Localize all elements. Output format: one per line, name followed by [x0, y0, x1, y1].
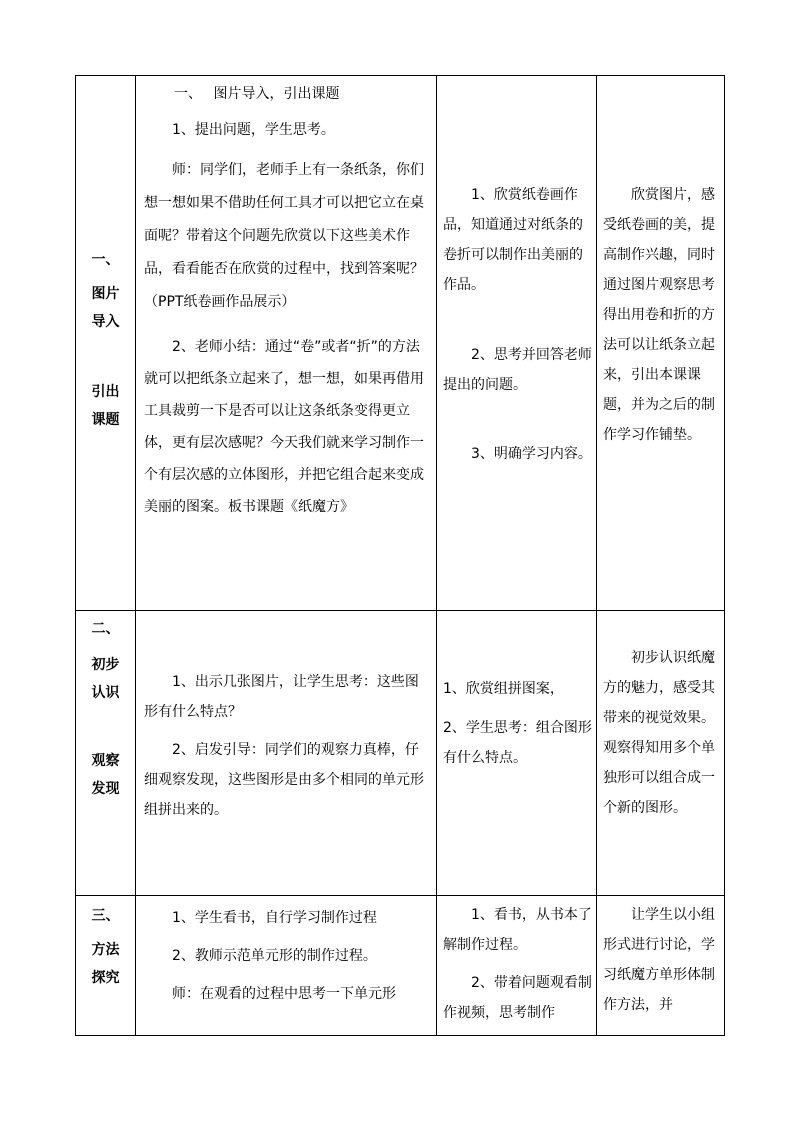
paragraph: 2、教师示范单元形的制作过程。 — [172, 948, 377, 964]
design-intent-cell — [597, 76, 725, 611]
stage-label: 导入 — [91, 314, 120, 330]
stage-label: 方法 — [91, 942, 120, 958]
stage-label: 发现 — [91, 781, 120, 797]
stage-cell — [76, 896, 136, 1036]
stage-label: 探究 — [91, 970, 120, 986]
stage-label: 图片 — [91, 286, 120, 302]
stage-label: 初步 — [91, 657, 120, 673]
paragraph: 1、提出问题，学生思考。 — [172, 122, 335, 138]
student-activity-cell — [437, 896, 597, 1036]
paragraph: 1、看书，从书本了解制作过程。 — [443, 907, 592, 953]
paragraph: 让学生以小组形式进行讨论，学习纸魔方单形体制作方法，并 — [603, 907, 715, 1013]
paragraph: 3、明确学习内容。 — [471, 446, 592, 462]
lesson-plan-table — [75, 75, 725, 1036]
paragraph: 初步认识纸魔方的魅力，感受其带来的视觉效果。观察得知用多个单独形可以组合成一个新的图形。 — [603, 650, 715, 816]
stage-label: 三、 — [91, 908, 120, 924]
section-heading: 一、 图片导入，引出课题 — [174, 86, 340, 102]
stage-label: 认识 — [91, 685, 120, 701]
student-activity-cell — [437, 76, 597, 611]
paragraph: 1、学生看书，自行学习制作过程 — [172, 910, 377, 926]
paragraph: 1、欣赏纸卷画作品，知道通过对纸条的卷折可以制作出美丽的作品。 — [443, 187, 583, 293]
teacher-activity-cell — [136, 611, 437, 896]
paragraph: 师：在观看的过程中思考一下单元形 — [172, 986, 396, 1002]
stage-label: 观察 — [91, 753, 120, 769]
stage-cell — [76, 76, 136, 611]
paragraph: 师：同学们，老师手上有一条纸条，你们想一想如果不借助任何工具才可以把它立在桌面呢？带着这个问题先欣赏以下这些美术作品，看看能否在欣赏的过程中，找到答案呢？（PPT纸卷画作品展示） — [144, 162, 424, 310]
paragraph: 欣赏图片，感受纸卷画的美，提高制作兴趣，同时通过图片观察思考得出用卷和折的方法可以让纸条立起来，引出本课课题，并为之后的制作学习作铺垫。 — [603, 187, 715, 443]
design-intent-cell — [597, 611, 725, 896]
paragraph: 2、带着问题观看制作视频，思考制作 — [443, 975, 592, 1021]
stage-cell — [76, 611, 136, 896]
paragraph: 2、启发引导：同学们的观察力真棒，仔细观察发现，这些图形是由多个相同的单元形组拼出来的。 — [144, 742, 424, 818]
paragraph: 2、学生思考：组合图形有什么特点。 — [443, 720, 592, 766]
stage-label: 课题 — [91, 412, 120, 428]
stage-label: 二、 — [91, 621, 120, 637]
table-row — [76, 76, 725, 611]
teacher-activity-cell — [136, 896, 437, 1036]
stage-label: 引出 — [91, 384, 120, 400]
paragraph: 1、欣赏组拼图案， — [443, 681, 564, 697]
paragraph: 2、思考并回答老师提出的问题。 — [443, 347, 592, 393]
student-activity-cell — [437, 611, 597, 896]
design-intent-cell — [597, 896, 725, 1036]
stage-label: 一、 — [91, 252, 120, 268]
paragraph: 2、老师小结：通过“卷”或者“折”的方法就可以把纸条立起来了，想一想，如果再借用工具裁剪一下是否可以让这条纸条变得更立体，更有层次感呢？今天我们就来学习制作一个有层次感的立体图形，并把它组合起来变成美丽的图案。板书课题《纸魔方》 — [144, 339, 424, 515]
paragraph: 1、出示几张图片，让学生思考：这些图形有什么特点？ — [144, 674, 419, 720]
table-row — [76, 896, 725, 1036]
table-row — [76, 611, 725, 896]
teacher-activity-cell — [136, 76, 437, 611]
